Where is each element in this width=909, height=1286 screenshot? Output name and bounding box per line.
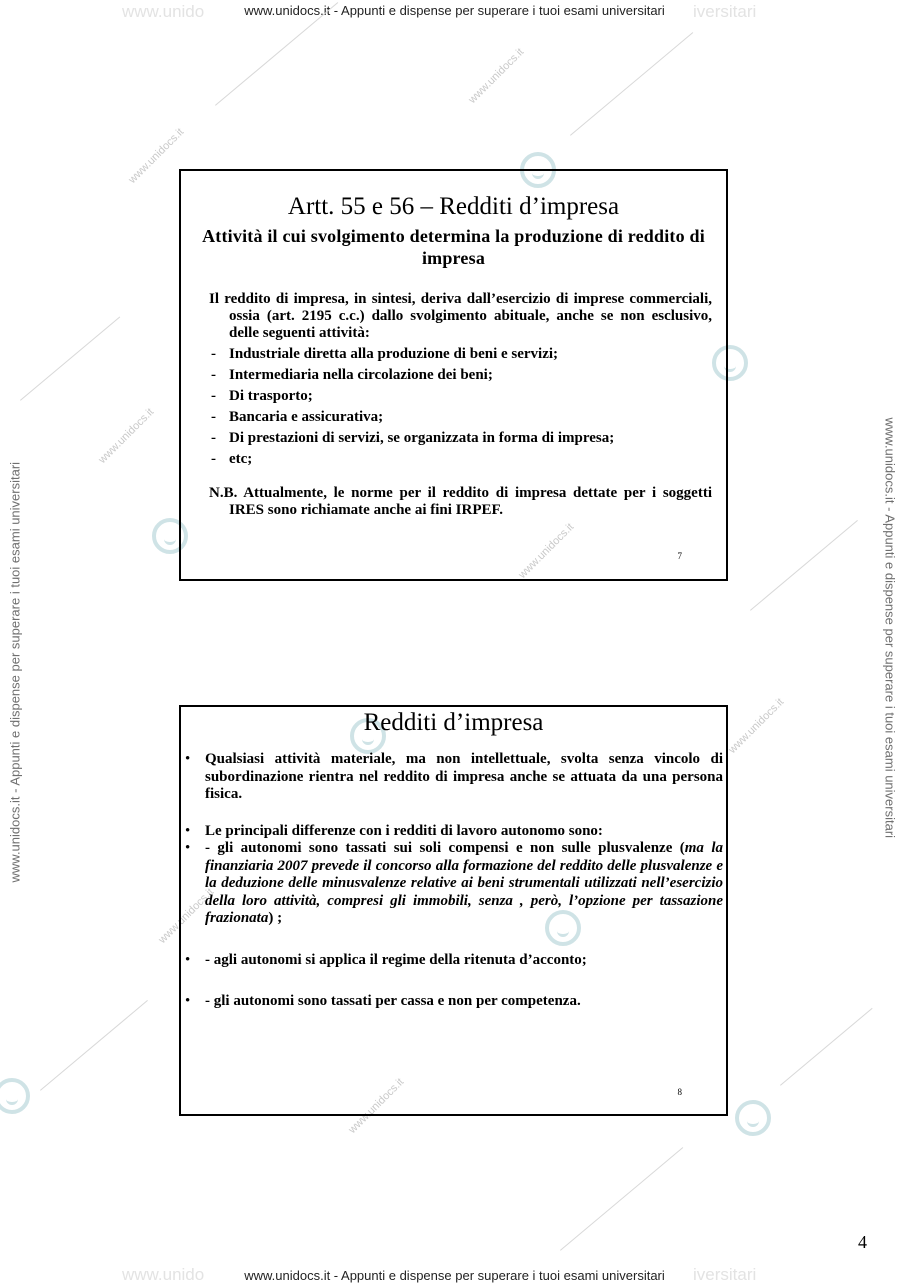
slide-number: 8	[677, 1087, 682, 1097]
list-item: - etc;	[209, 449, 726, 470]
bullet-italic-text: ma la finanziaria 2007 prevede il concorso alla formazione del reddito delle plusvalenze e la deduzione delle minusvalenze relative ai beni strumentali utilizzati nell’esercizio della loro attività, compresi gli immobili, senza , però, l’opzione per tassazione frazionata	[205, 840, 723, 926]
slide-note: N.B. Attualmente, le norme per il reddito di impresa dettate per i soggetti IRES sono richiamate anche ai fini IRPEF.	[209, 485, 712, 518]
watermark-logo-icon	[735, 1100, 771, 1136]
slide-8	[179, 705, 728, 1116]
watermark-small: www.unidocs.it	[126, 126, 187, 186]
watermark-ghost-left-bottom: www.unido	[122, 1265, 205, 1284]
slide-subtitle: Attività il cui svolgimento determina la produzione di reddito di impresa	[202, 226, 705, 268]
slide-title: Artt. 55 e 56 – Redditi d’impresa	[287, 193, 620, 220]
watermark-side-right: www.unidocs.it - Appunti e dispense per superare i tuoi esami universitari	[882, 417, 898, 839]
watermark-footer: www.unidocs.it - Appunti e dispense per superare i tuoi esami universitari	[244, 1268, 665, 1283]
watermark-line	[780, 1008, 873, 1086]
watermark-line	[570, 32, 693, 136]
watermark-line	[40, 1000, 148, 1091]
watermark-ghost-right-bottom: iversitari	[693, 1265, 757, 1284]
slide-7	[179, 169, 728, 581]
list-item: - Industriale diretta alla produzione di beni e servizi;	[209, 344, 726, 365]
watermark-line	[20, 316, 120, 400]
slide-number: 7	[677, 551, 682, 561]
watermark-ghost-right: iversitari	[693, 2, 757, 21]
bullet-list	[181, 751, 726, 1011]
watermark-small: www.unidocs.it	[346, 1076, 407, 1136]
bullet-text: - gli autonomi sono tassati sui soli compensi e non sulle plusvalenze (	[205, 840, 685, 856]
watermark-line	[750, 520, 858, 611]
watermark-logo-icon	[0, 1078, 30, 1114]
bullet-text: ) ;	[268, 910, 283, 926]
activity-list	[209, 344, 726, 470]
watermark-small: www.unidocs.it	[156, 886, 217, 946]
slide-intro-text: Il reddito di impresa, in sintesi, deriva dall’esercizio di imprese commerciali, ossia (art. 2195 c.c.) dallo svolgimento abituale, anche se non esclusivo, delle seguenti attività:	[209, 291, 712, 341]
list-item: • Le principali differenze con i redditi di lavoro autonomo sono:	[205, 823, 723, 841]
list-item: - Intermediaria nella circolazione dei beni;	[209, 365, 726, 386]
slide-title: Redditi d’impresa	[363, 709, 544, 736]
list-item: - Di prestazioni di servizi, se organizzata in forma di impresa;	[209, 428, 726, 449]
watermark-small: www.unidocs.it	[466, 46, 527, 106]
watermark-small: www.unidocs.it	[96, 406, 157, 466]
watermark-small: www.unidocs.it	[726, 696, 787, 756]
list-item: • - gli autonomi sono tassati per cassa e non per competenza.	[205, 993, 723, 1011]
list-item: • Qualsiasi attività materiale, ma non intellettuale, svolta senza vincolo di subordinazione rientra nel reddito di impresa anche se attuata da una persona fisica.	[205, 751, 723, 804]
page-number: 4	[858, 1232, 867, 1252]
watermark-ghost-left: www.unido	[122, 2, 205, 21]
list-item: - Di trasporto;	[209, 386, 726, 407]
watermark-side-left: www.unidocs.it - Appunti e dispense per superare i tuoi esami universitari	[7, 461, 23, 883]
watermark-header: www.unidocs.it - Appunti e dispense per superare i tuoi esami universitari	[244, 3, 665, 18]
list-item	[205, 840, 723, 928]
list-item: • - agli autonomi si applica il regime della ritenuta d’acconto;	[205, 952, 723, 970]
list-item: - Bancaria e assicurativa;	[209, 407, 726, 428]
watermark-line	[560, 1147, 683, 1251]
watermark-small: www.unidocs.it	[516, 521, 577, 581]
